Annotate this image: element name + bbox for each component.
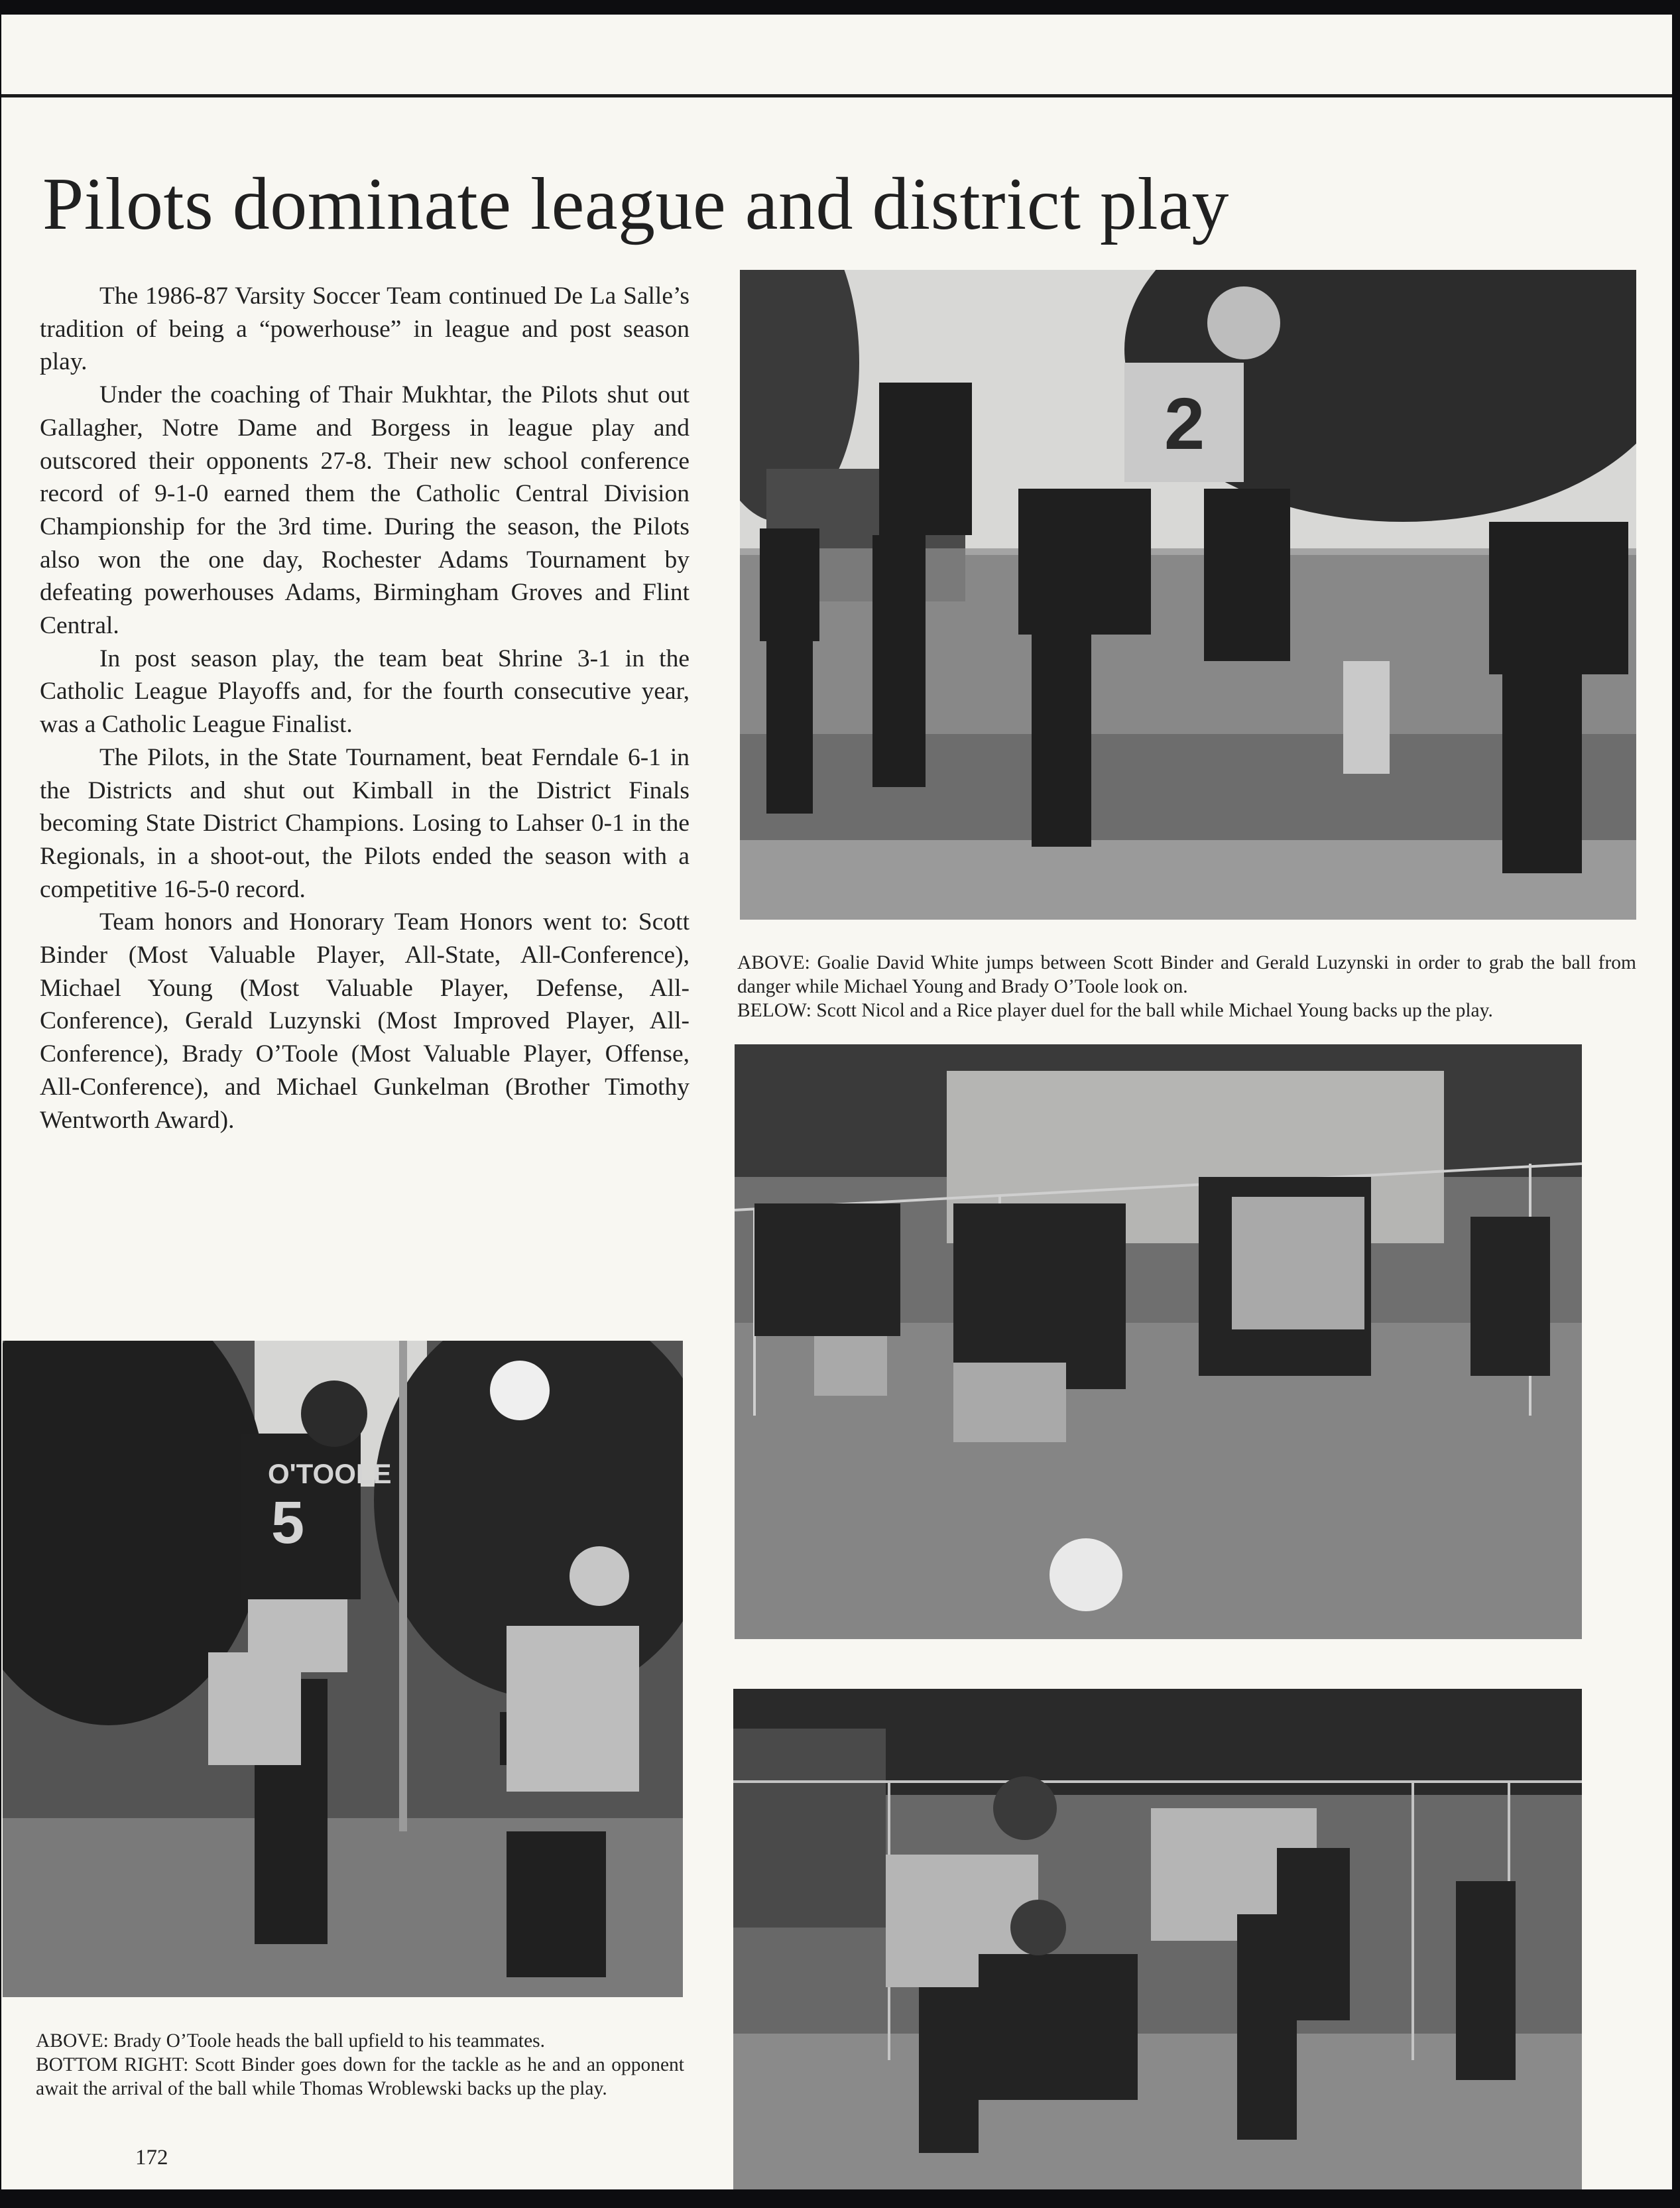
jersey-number-text: 2: [1164, 383, 1205, 465]
page-title: Pilots dominate league and district play: [42, 163, 1229, 245]
caption-line: BOTTOM RIGHT: Scott Binder goes down for the tackle as he and an opponent await the arrival of the ball while Thomas Wroblewski backs up the play.: [36, 2054, 684, 2099]
article-paragraph: Team honors and Honorary Team Honors went to: Scott Binder (Most Valuable Player, All-State, All-Conference), Michael Young (Most Valuable Player, Defense, All-Conference), Gerald Luzynski (Most Improved Player, All-Conference), Brady O’Toole (Most Valuable Player, Offense, All-Conference), and Michael Gunkelman (Brother Timothy Wentworth Award).: [40, 908, 690, 1134]
article-paragraph: In post season play, the team beat Shrine 3-1 in the Catholic League Playoffs and, for the fourth consecutive year, was a Catholic League Finalist.: [40, 644, 690, 739]
caption-line: ABOVE: Goalie David White jumps between Scott Binder and Gerald Luzynski in order to grab the ball from danger while Michael Young and Brady O’Toole look on.: [737, 952, 1636, 997]
photo-goalie-jump: [740, 270, 1636, 920]
jersey-number-text: 5: [271, 1490, 305, 1556]
jersey-name-text: O'TOOLE: [268, 1458, 392, 1489]
page-number: 172: [135, 2146, 168, 2170]
article-body: [40, 280, 690, 1136]
article-paragraph: The Pilots, in the State Tournament, beat Ferndale 6-1 in the Districts and shut out Kimball in the District Finals becoming State District Champions. Losing to Lahser 0-1 in the Regionals, in a shoot-out, the Pilots ended the season with a competitive 16-5-0 record.: [40, 743, 690, 903]
photo-header: [3, 1341, 683, 1997]
photo-tackle: [733, 1689, 1582, 2189]
article-paragraph: The 1986-87 Varsity Soccer Team continued De La Salle’s tradition of being a “powerhouse” in league and post season play.: [40, 282, 690, 376]
caption-line: BELOW: Scott Nicol and a Rice player duel for the ball while Michael Young backs up the play.: [737, 1000, 1493, 1021]
caption-right-top: [737, 951, 1636, 1022]
caption-line: ABOVE: Brady O’Toole heads the ball upfield to his teammates.: [36, 2030, 546, 2052]
yearbook-page: [1, 15, 1672, 2189]
photo-ball-duel: [735, 1044, 1582, 1639]
header-rule: [1, 94, 1672, 97]
caption-left-bottom: [36, 2029, 684, 2101]
article-paragraph: Under the coaching of Thair Mukhtar, the Pilots shut out Gallagher, Notre Dame and Borgess in league play and outscored their opponents 27-8. Their new school conference record of 9-1-0 earned them the Catholic Central Division Championship for the 3rd time. During the season, the Pilots also won the one day, Rochester Adams Tournament by defeating powerhouses Adams, Birmingham Groves and Flint Central.: [40, 381, 690, 640]
